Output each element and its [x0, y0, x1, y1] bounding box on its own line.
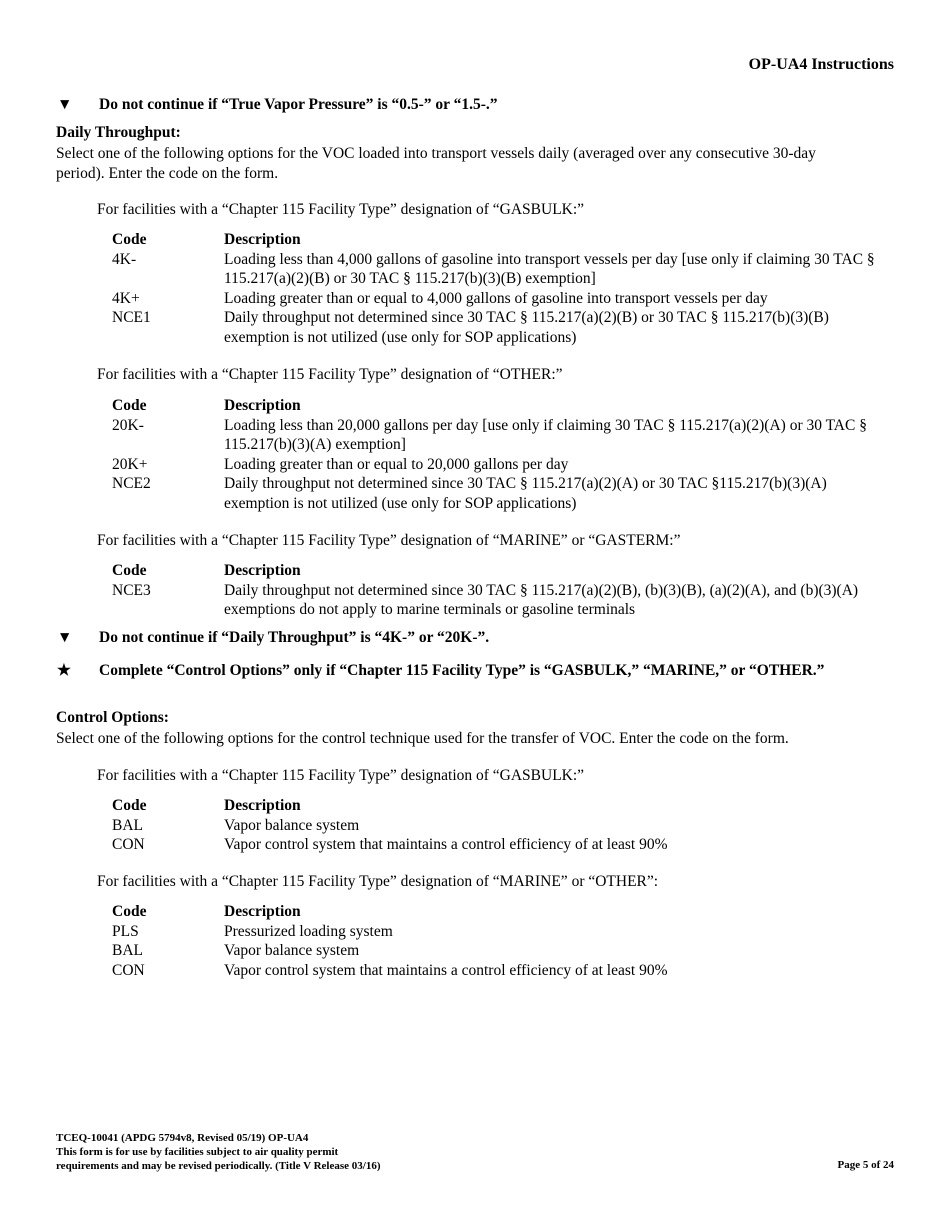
gasbulk-throughput-intro: For facilities with a “Chapter 115 Facility Type” designation of “GASBULK:”: [97, 201, 585, 218]
down-triangle-icon: ▼: [57, 629, 73, 646]
marine-throughput-intro: For facilities with a “Chapter 115 Facility Type” designation of “MARINE” or “GASTERM:”: [97, 532, 681, 549]
code-cell: NCE2: [112, 475, 151, 492]
table-row: [112, 416, 892, 455]
table-header-row: [112, 796, 892, 816]
code-cell: 20K-: [112, 416, 144, 434]
vapor-pressure-warning: [57, 95, 897, 115]
table-row: [112, 581, 892, 620]
gasbulk-control-table: [112, 796, 892, 855]
description-cell: Vapor balance system: [224, 942, 360, 959]
warning-text: Do not continue if “True Vapor Pressure” is “0.5-” or “1.5-.”: [99, 96, 498, 113]
note-text: Complete “Control Options” only if “Chapter 115 Facility Type” is “GASBULK,” “MARINE,” or “OTHER.”: [99, 662, 825, 679]
table-row: [112, 289, 892, 309]
table-row: [112, 835, 892, 855]
description-column-header: Description: [224, 397, 301, 414]
daily-throughput-text: Select one of the following options for the VOC loaded into transport vessels daily (averaged over any consecutive 30-day period). Enter the code on the form.: [56, 145, 816, 182]
description-cell: Daily throughput not determined since 30 TAC § 115.217(a)(2)(B), (b)(3)(B), (a)(2)(A), and (b)(3)(A) exemptions do not apply to marine terminals or gasoline terminals: [224, 581, 859, 618]
marine-other-control-intro: For facilities with a “Chapter 115 Facility Type” designation of “MARINE” or “OTHER”:: [97, 873, 659, 890]
code-cell: 20K+: [112, 455, 148, 473]
down-triangle-icon: ▼: [57, 96, 73, 113]
description-cell: Daily throughput not determined since 30 TAC § 115.217(a)(2)(A) or 30 TAC §115.217(b)(3)(A) exemption is not utilized (use only for SOP applications): [224, 475, 827, 512]
table-header-row: [112, 902, 892, 922]
table-row: [112, 941, 892, 961]
description-cell: Vapor control system that maintains a control efficiency of at least 90%: [224, 836, 668, 853]
marine-other-control-table: [112, 902, 892, 980]
code-column-header: Code: [112, 903, 147, 920]
page-header-title: OP-UA4 Instructions: [748, 56, 894, 73]
code-cell: NCE1: [112, 309, 151, 326]
description-cell: Loading less than 20,000 gallons per day [use only if claiming 30 TAC § 115.217(a)(2)(A) or 30 TAC § 115.217(b)(3)(A) exemption]: [224, 416, 867, 453]
description-cell: Vapor control system that maintains a control efficiency of at least 90%: [224, 961, 668, 979]
table-row: [112, 308, 892, 347]
table-row: [112, 474, 892, 513]
other-throughput-table: [112, 396, 892, 513]
code-cell: PLS: [112, 922, 139, 940]
description-column-header: Description: [224, 797, 301, 814]
code-cell: 4K+: [112, 289, 140, 307]
code-cell: BAL: [112, 816, 143, 834]
page-number: Page 5 of 24: [837, 1159, 894, 1171]
description-column-header: Description: [224, 903, 301, 920]
other-throughput-intro: For facilities with a “Chapter 115 Facility Type” designation of “OTHER:”: [97, 366, 563, 383]
code-column-header: Code: [112, 797, 147, 814]
code-column-header: Code: [112, 231, 147, 248]
description-cell: Vapor balance system: [224, 816, 360, 834]
footer-notice-line: This form is for use by facilities subject to air quality permit: [56, 1146, 339, 1158]
table-row: [112, 250, 892, 289]
footer-notice-line: requirements and may be revised periodically. (Title V Release 03/16): [56, 1160, 381, 1172]
star-icon: ★: [57, 662, 71, 679]
throughput-warning: [57, 628, 897, 648]
footer-form-id: TCEQ-10041 (APDG 5794v8, Revised 05/19) OP-UA4: [56, 1132, 309, 1144]
description-cell: Loading greater than or equal to 20,000 gallons per day: [224, 455, 569, 473]
daily-throughput-heading: Daily Throughput:: [56, 124, 181, 141]
code-cell: BAL: [112, 942, 143, 959]
warning-text: Do not continue if “Daily Throughput” is “4K-” or “20K-”.: [99, 629, 490, 646]
control-options-text: Select one of the following options for the control technique used for the transfer of VOC. Enter the code on the form.: [56, 730, 789, 747]
table-header-row: [112, 230, 892, 250]
code-column-header: Code: [112, 562, 147, 579]
page-footer: [56, 1131, 616, 1173]
code-cell: CON: [112, 836, 145, 853]
description-cell: Daily throughput not determined since 30 TAC § 115.217(a)(2)(B) or 30 TAC § 115.217(b)(3)(B) exemption is not utilized (use only for SOP applications): [224, 309, 829, 346]
code-cell: NCE3: [112, 581, 151, 599]
description-column-header: Description: [224, 562, 301, 579]
table-row: [112, 455, 892, 475]
gasbulk-control-intro: For facilities with a “Chapter 115 Facility Type” designation of “GASBULK:”: [97, 767, 585, 784]
marine-throughput-table: [112, 561, 892, 620]
table-row: [112, 816, 892, 836]
control-options-note: [57, 661, 897, 701]
table-row: [112, 961, 892, 981]
control-options-heading: Control Options:: [56, 709, 169, 726]
code-cell: CON: [112, 961, 145, 979]
code-cell: 4K-: [112, 250, 137, 268]
description-column-header: Description: [224, 231, 301, 248]
table-header-row: [112, 561, 892, 581]
description-cell: Pressurized loading system: [224, 922, 393, 940]
description-cell: Loading greater than or equal to 4,000 gallons of gasoline into transport vessels per day: [224, 289, 768, 307]
description-cell: Loading less than 4,000 gallons of gasoline into transport vessels per day [use only if claiming 30 TAC § 115.217(a)(2)(B) or 30 TAC § 115.217(b)(3)(B) exemption]: [224, 250, 875, 287]
table-header-row: [112, 396, 892, 416]
code-column-header: Code: [112, 397, 147, 414]
table-row: [112, 922, 892, 942]
gasbulk-throughput-table: [112, 230, 892, 347]
